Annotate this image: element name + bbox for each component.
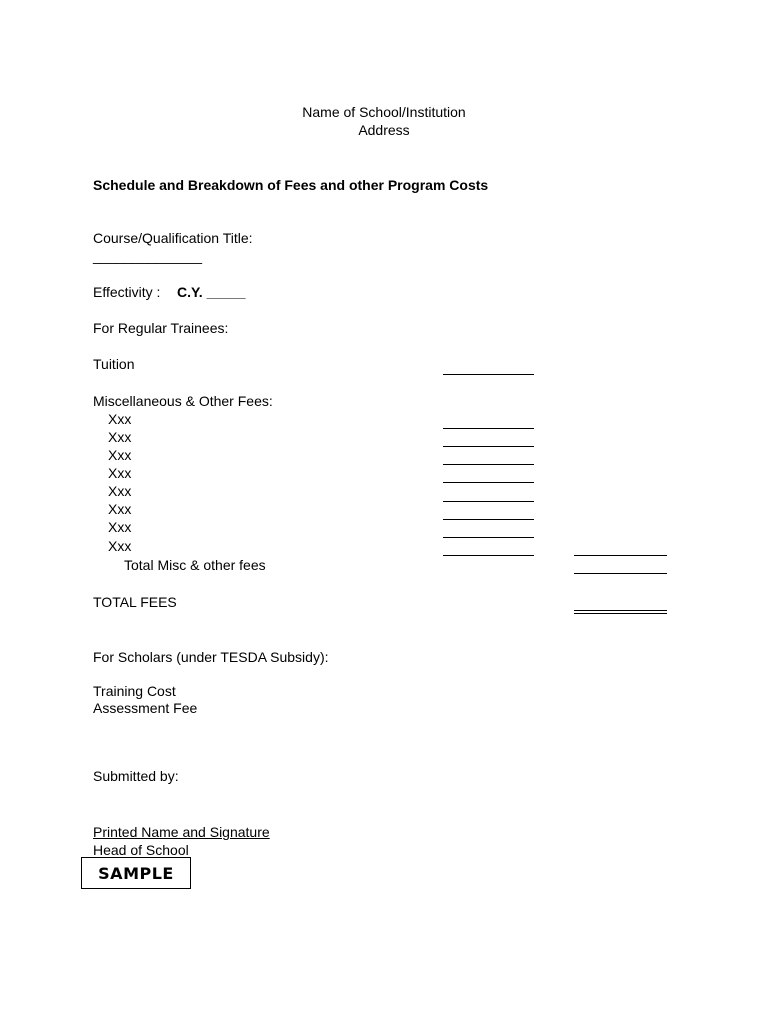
misc-item: Xxx — [108, 429, 132, 445]
total-misc-line — [574, 573, 667, 574]
regular-trainees-heading: For Regular Trainees: — [93, 320, 229, 336]
misc-item: Xxx — [108, 447, 132, 463]
misc-item: Xxx — [108, 538, 132, 554]
misc-item: Xxx — [108, 411, 132, 427]
school-address: Address — [358, 122, 410, 138]
total-misc-label: Total Misc & other fees — [124, 557, 266, 573]
course-blank: ______________ — [93, 248, 203, 264]
misc-item-line — [443, 519, 534, 520]
signature-label: Printed Name and Signature — [93, 824, 270, 840]
misc-item-line — [443, 501, 534, 502]
head-of-school-label: Head of School — [93, 842, 189, 858]
training-cost-label: Training Cost — [93, 683, 176, 699]
course-label: Course/Qualification Title: — [93, 230, 253, 246]
misc-item: Xxx — [108, 465, 132, 481]
effectivity-label: Effectivity : — [93, 284, 161, 300]
misc-item: Xxx — [108, 483, 132, 499]
document-title: Schedule and Breakdown of Fees and other Program Costs — [93, 177, 489, 193]
misc-item: Xxx — [108, 501, 132, 517]
misc-item-line — [443, 428, 534, 429]
submitted-by-label: Submitted by: — [93, 768, 179, 784]
sample-stamp: SAMPLE — [81, 857, 191, 889]
total-fees-double-line — [574, 610, 667, 614]
tuition-amount-line — [443, 374, 534, 375]
misc-item-line — [443, 446, 534, 447]
misc-item-line — [443, 464, 534, 465]
scholars-heading: For Scholars (under TESDA Subsidy): — [93, 649, 329, 665]
effectivity-value: C.Y. _____ — [177, 284, 246, 300]
misc-item-line — [443, 482, 534, 483]
assessment-fee-label: Assessment Fee — [93, 700, 198, 716]
tuition-label: Tuition — [93, 356, 135, 372]
total-fees-label: TOTAL FEES — [93, 594, 177, 610]
misc-item: Xxx — [108, 519, 132, 535]
misc-item-line — [443, 555, 534, 556]
misc-subtotal-line — [574, 555, 667, 556]
misc-item-line — [443, 537, 534, 538]
misc-fees-heading: Miscellaneous & Other Fees: — [93, 393, 273, 409]
school-name: Name of School/Institution — [302, 104, 466, 120]
